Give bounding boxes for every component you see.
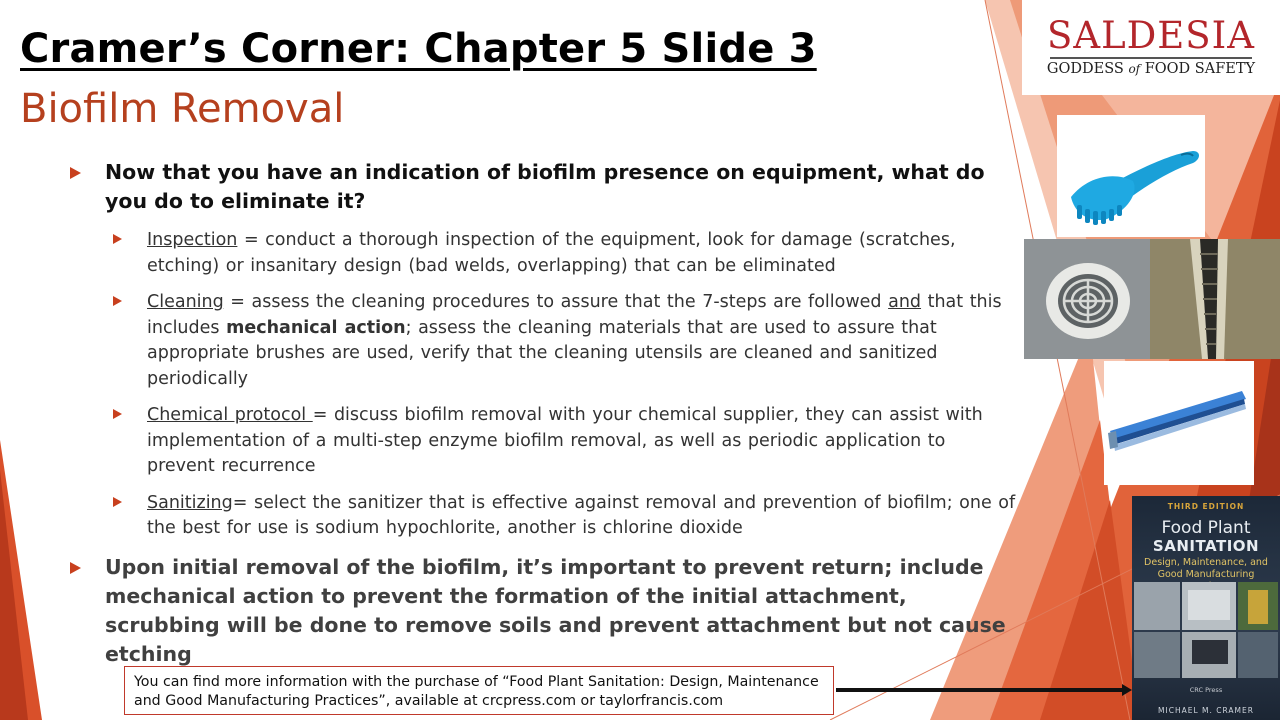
drain-grate-icon xyxy=(1024,239,1150,359)
pointer-arrow-line xyxy=(836,688,1126,692)
bullet-question-2 xyxy=(70,553,1016,669)
sub-bullet-arrow-icon xyxy=(113,296,122,306)
sub-bullet-chemical xyxy=(113,403,1016,480)
chemical-text: = discuss biofilm removal with your chemical supplier, they can assist with implementation of a multi-step enzyme biofilm removal, as well as periodic application to prevent recurrence xyxy=(147,405,983,476)
book-edition: THIRD EDITION xyxy=(1167,502,1245,511)
book-title-1: Food Plant xyxy=(1161,518,1251,538)
bullet-content xyxy=(70,158,1016,669)
chemical-term: Chemical protocol xyxy=(147,405,313,425)
scrub-brush-icon xyxy=(1057,115,1205,237)
sub-bullet-arrow-icon xyxy=(113,234,122,244)
slide-title: Cramer’s Corner: Chapter 5 Slide 3 xyxy=(20,26,817,72)
sanitizing-text: = select the sanitizer that is effective against removal and prevention of biofilm; one of the best for use is sodium hypochlorite, another is chlorine dioxide xyxy=(147,492,1016,538)
bullet-question-1 xyxy=(70,158,1016,216)
sub-bullet-cleaning xyxy=(113,290,1016,392)
conveyor-photo xyxy=(1150,239,1280,359)
bullet-arrow-icon xyxy=(70,562,81,574)
cleaning-text-c: ; assess the cleaning materials that are used to assure that appropriate brushes are used, verify that the cleaning utensils are cleaned and sanitized periodically xyxy=(147,317,938,389)
book-publisher: CRC Press xyxy=(1189,686,1223,694)
sub-bullet-list xyxy=(113,228,1016,542)
bullet-question-2-text: Upon initial removal of the biofilm, it’s important to prevent return; include mechanical action to prevent the formation of the initial attachment, scrubbing will be done to remove soils and prevent attachment but not cause etching xyxy=(105,554,1006,666)
sub-bullet-inspection xyxy=(113,228,1016,279)
sub-bullet-sanitizing xyxy=(113,491,1016,542)
sub-bullet-arrow-icon xyxy=(113,497,122,507)
pointer-arrow-head-icon xyxy=(1122,684,1132,696)
book-photos-icon xyxy=(1132,580,1280,680)
sub-bullet-arrow-icon xyxy=(113,409,122,419)
logo-tagline xyxy=(1022,61,1280,77)
logo-tag-a: GODDESS xyxy=(1046,61,1129,77)
book-title-2: SANITATION xyxy=(1152,537,1260,555)
brush-image xyxy=(1057,115,1205,237)
book-cover xyxy=(1132,496,1280,720)
inspection-text: = conduct a thorough inspection of the equipment, look for damage (scratches, etching) or insanitary design (bad welds, overlapping) that can be eliminated xyxy=(147,230,956,276)
bullet-arrow-icon xyxy=(70,167,81,179)
logo-tag-b: FOOD SAFETY xyxy=(1140,61,1256,77)
cleaning-text-a: = assess the cleaning procedures to assure that the 7-steps are followed xyxy=(223,292,889,312)
squeegee-icon xyxy=(1104,361,1254,485)
book-author: MICHAEL M. CRAMER xyxy=(1158,706,1254,715)
logo-divider xyxy=(1050,57,1252,59)
logo-name: SALDESIA xyxy=(1047,14,1255,57)
squeegee-image xyxy=(1104,361,1254,485)
inspection-term: Inspection xyxy=(147,230,238,250)
cleaning-text-b: that this includes xyxy=(147,292,1002,338)
slide-subtitle: Biofilm Removal xyxy=(20,86,345,132)
cleaning-and: and xyxy=(888,292,922,312)
sanitizing-term: Sanitizing xyxy=(147,492,233,513)
saldesia-logo xyxy=(1022,0,1280,95)
conveyor-belt-icon xyxy=(1150,239,1280,359)
book-subtitle: Design, Maintenance, and Good Manufacturing xyxy=(1144,557,1268,580)
drain-photo xyxy=(1024,239,1150,359)
cleaning-bold: mechanical action xyxy=(226,317,406,338)
info-box: You can find more information with the purchase of “Food Plant Sanitation: Design, Maintenance and Good Manufacturing Practices”, available at crcpress.com or taylorfrancis.com xyxy=(124,666,834,715)
left-strip-shape-dark xyxy=(0,470,28,720)
logo-tag-of: of xyxy=(1128,62,1141,76)
cleaning-term: Cleaning xyxy=(147,292,224,312)
bullet-question-1-text: Now that you have an indication of biofilm presence on equipment, what do you do to eliminate it? xyxy=(105,160,985,213)
